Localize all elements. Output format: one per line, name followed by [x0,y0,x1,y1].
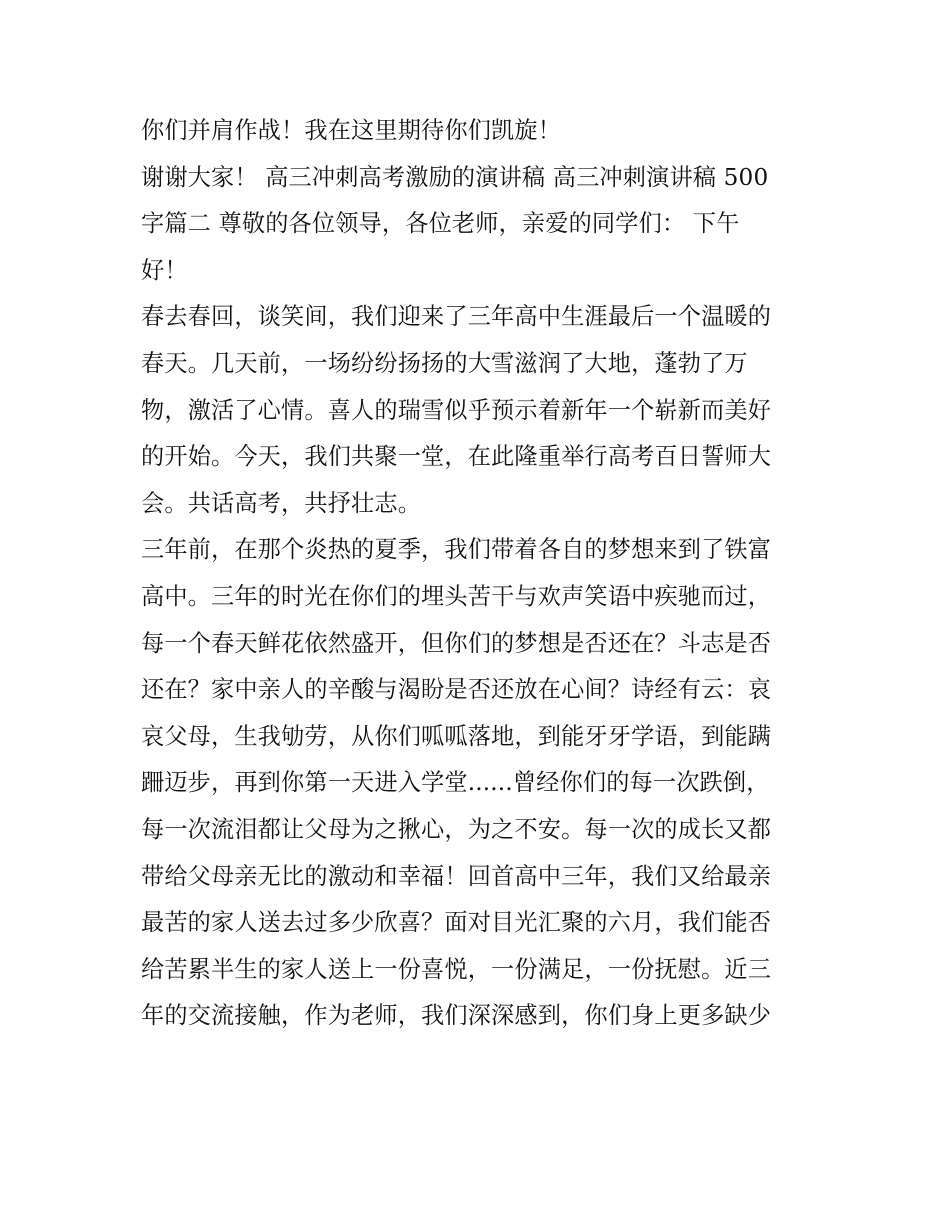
text-line: 会。共话高考，共抒壮志。 [141,489,422,517]
text-line: 高中。三年的时光在你们的埋头苦干与欢声笑语中疾驰而过， [141,582,772,610]
text-line: 好！ [141,256,188,284]
text-line: 物，激活了心情。喜人的瑞雪似乎预示着新年一个崭新而美好 [141,396,772,424]
text-line: 最苦的家人送去过多少欣喜？面对目光汇聚的六月，我们能否 [141,909,772,937]
text-line: 年的交流接触，作为老师，我们深深感到，你们身上更多缺少 [141,1002,772,1030]
text-line: 字篇二 尊敬的各位领导，各位老师，亲爱的同学们： 下午 [141,210,740,238]
text-line: 的开始。今天，我们共聚一堂，在此隆重举行高考百日誓师大 [141,443,772,471]
text-line: 每一个春天鲜花依然盛开，但你们的梦想是否还在？斗志是否 [141,629,772,657]
text-line: 谢谢大家！ 高三冲刺高考激励的演讲稿 高三冲刺演讲稿 500 [141,163,769,191]
text-line: 三年前，在那个炎热的夏季，我们带着各自的梦想来到了铁富 [141,536,772,564]
text-line: 哀父母，生我劬劳，从你们呱呱落地，到能牙牙学语，到能蹒 [141,722,772,750]
text-line: 春天。几天前，一场纷纷扬扬的大雪滋润了大地，蓬勃了万 [141,349,748,377]
text-line: 还在？家中亲人的辛酸与渴盼是否还放在心间？诗经有云：哀 [141,676,772,704]
text-line: 每一次流泪都让父母为之揪心，为之不安。每一次的成长又都 [141,815,772,843]
text-line: 给苦累半生的家人送上一份喜悦，一份满足，一份抚慰。近三 [141,955,772,983]
text-line: 跚迈步，再到你第一天进入学堂......曾经你们的每一次跌倒， [141,769,770,797]
document-body [141,108,821,1040]
text-line: 春去春回，谈笑间，我们迎来了三年高中生涯最后一个温暖的 [141,303,772,331]
text-line: 带给父母亲无比的激动和幸福！回首高中三年，我们又给最亲 [141,862,772,890]
text-line: 你们并肩作战！我在这里期待你们凯旋！ [141,117,562,144]
